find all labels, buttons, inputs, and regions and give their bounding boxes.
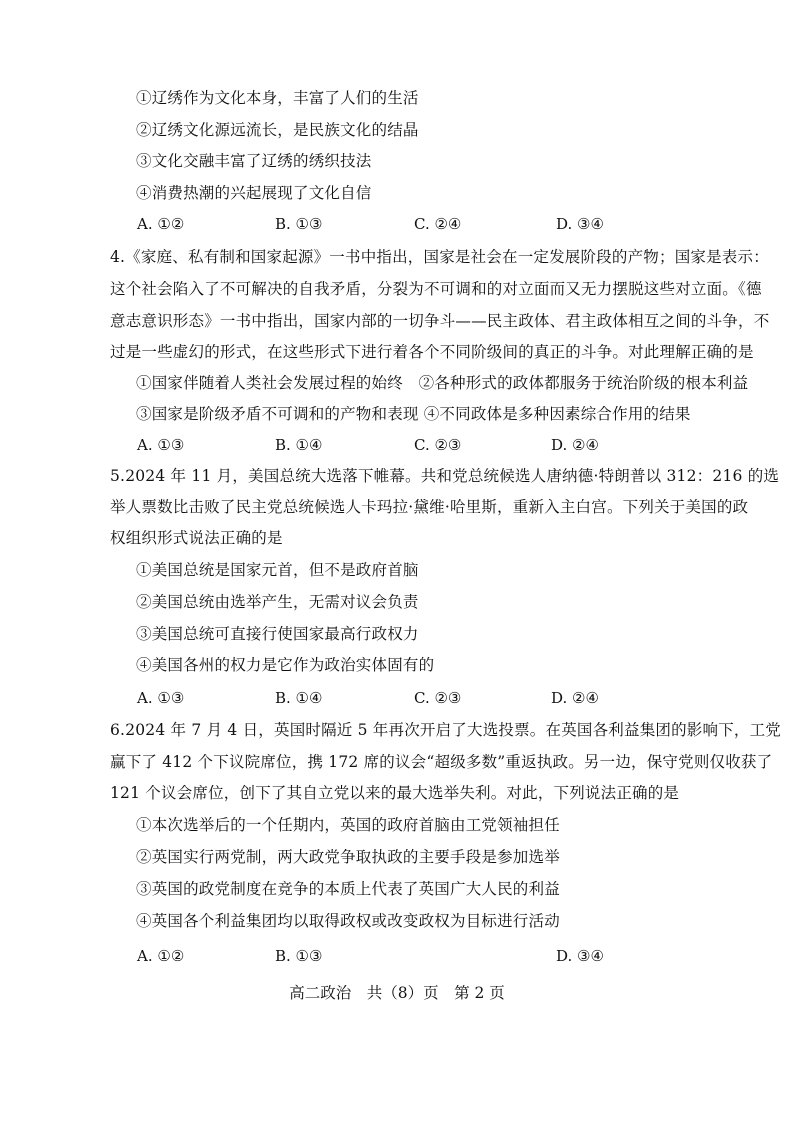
question-5-choices (0, 688, 794, 708)
question-3-choices (0, 214, 794, 234)
choice-a: A. ①② (137, 947, 185, 965)
choice-b: B. ①③ (275, 947, 323, 965)
page-footer: 高二政治 共（8）页 第 2 页 (289, 984, 505, 1002)
question-3-option-1: ①辽绣作为文化本身，丰富了人们的生活 (136, 89, 419, 107)
question-4-stem-line-4: 过是一些虚幻的形式，在这些形式下进行着各个不同阶级间的真正的斗争。对此理解正确的是 (110, 343, 754, 361)
question-3-option-4: ④消费热潮的兴起展现了文化自信 (136, 184, 372, 202)
question-4-options-line-1: ①国家伴随着人类社会发展过程的始终 ②各种形式的政体都服务于统治阶级的根本利益 (136, 374, 749, 392)
choice-d: D. ③④ (556, 947, 604, 965)
choice-c: C. ②④ (414, 215, 462, 233)
question-4-stem-line-1: 4.《家庭、私有制和国家起源》一书中指出，国家是社会在一定发展阶段的产物；国家是表示： (110, 248, 769, 266)
question-5-option-4: ④美国各州的权力是它作为政治实体固有的 (136, 656, 435, 674)
choice-d: D. ③④ (556, 215, 604, 233)
choice-d: D. ②④ (551, 689, 599, 707)
question-3-option-2: ②辽绣文化源远流长，是民族文化的结晶 (136, 121, 419, 139)
question-5-option-2: ②美国总统由选举产生，无需对议会负责 (136, 593, 419, 611)
question-5-option-1: ①美国总统是国家元首，但不是政府首脑 (136, 561, 419, 579)
question-4-options-line-2: ③国家是阶级矛盾不可调和的产物和表现 ④不同政体是多种因素综合作用的结果 (136, 405, 691, 423)
question-6-choices (0, 946, 794, 966)
choice-a: A. ①② (137, 215, 185, 233)
question-6-stem-line-1: 6.2024 年 7 月 4 日，英国时隔近 5 年再次开启了大选投票。在英国各利益集团的影响下，工党 (110, 721, 782, 739)
question-6-stem-line-2: 赢下了 412 个下议院席位，携 172 席的议会“超级多数”重返执政。另一边，保守党则仅收获了 (110, 753, 773, 771)
question-6-option-2: ②英国实行两党制，两大政党争取执政的主要手段是参加选举 (136, 848, 560, 866)
question-4-choices (0, 435, 794, 455)
choice-b: B. ①④ (275, 436, 323, 454)
question-4-stem-line-2: 这个社会陷入了不可解决的自我矛盾，分裂为不可调和的对立面而又无力摆脱这些对立面。《德 (110, 280, 762, 298)
choice-a: A. ①③ (137, 689, 185, 707)
question-6-stem-line-3: 121 个议会席位，创下了其自立党以来的最大选举失利。对此，下列说法正确的是 (110, 784, 680, 802)
question-6-option-3: ③英国的政党制度在竞争的本质上代表了英国广大人民的利益 (136, 880, 560, 898)
choice-b: B. ①③ (275, 215, 323, 233)
choice-b: B. ①④ (275, 689, 323, 707)
question-3-option-3: ③文化交融丰富了辽绣的绣织技法 (136, 152, 372, 170)
choice-a: A. ①③ (137, 436, 185, 454)
choice-c: C. ②③ (414, 436, 462, 454)
question-5-stem-line-2: 举人票数比击败了民主党总统候选人卡玛拉·黛维·哈里斯，重新入主白宫。下列关于美国的政 (110, 498, 749, 516)
choice-c: C. ②③ (414, 689, 462, 707)
question-5-option-3: ③美国总统可直接行使国家最高行政权力 (136, 625, 419, 643)
question-4-stem-line-3: 意志意识形态》一书中指出，国家内部的一切争斗——民主政体、君主政体相互之间的斗争，不 (110, 312, 770, 330)
choice-d: D. ②④ (551, 436, 599, 454)
question-6-option-1: ①本次选举后的一个任期内，英国的政府首脑由工党领袖担任 (136, 816, 560, 834)
question-5-stem-line-3: 权组织形式说法正确的是 (110, 529, 283, 547)
question-6-option-4: ④英国各个利益集团均以取得政权或改变政权为目标进行活动 (136, 912, 560, 930)
question-5-stem-line-1: 5.2024 年 11 月，美国总统大选落下帷幕。共和党总统候选人唐纳德·特朗普以 312：216 的选 (110, 467, 780, 485)
